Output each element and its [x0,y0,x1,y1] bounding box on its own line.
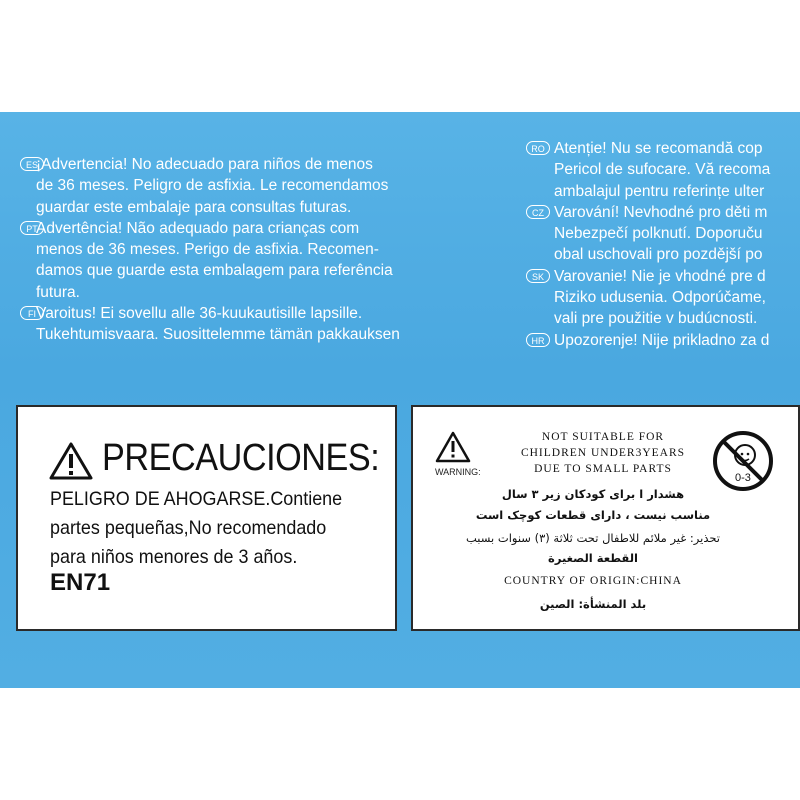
warning-entry-sk [520,266,800,330]
warning-line: Riziko udusenia. Odporúčame, [554,289,766,307]
language-badge-fi: FI [20,306,44,320]
warning-line: Upozorenje! Nije prikladno za d [554,331,770,349]
warning-line: Varovanie! Nie je vhodné pre d [554,267,766,285]
warning-line: Nebezpečí polknutí. Doporuču [554,225,763,243]
warning-line: ¡Advertencia! No adecuado para niños de menos [36,156,373,173]
warning-line: Varování! Nevhodné pro děti m [554,203,768,221]
warnings-left-column [0,154,520,346]
warning-line: obal uschovali pro pozdější po [554,246,763,264]
package-panel [0,112,800,688]
warning-line: Advertência! Não adequado para crianças com [36,219,360,237]
age-badge-text: 0-3 [735,472,751,484]
country-of-origin: COUNTRY OF ORIGIN:CHINA [504,575,682,587]
warning-entry-es [0,154,520,218]
warning-line: Pericol de sufocare. Vă recoma [554,161,771,179]
warning-entry-ro [520,138,800,202]
arabic-line: تحذير: غير ملائم للاطفال تحت ثلاثة (٣) سنوات بسبب [465,531,721,545]
warning-line: menos de 36 meses. Perigo de asfixia. Recomen- [36,241,379,259]
english-line: NOT SUITABLE FOR [541,431,665,443]
english-line: DUE TO SMALL PARTS [534,463,672,475]
warning-line: Tukehtumisvaara. Suosittelemme tämän pakkauksen [36,326,400,344]
warning-line: Varoitus! Ei sovellu alle 36-kuukautisille lapsille. [36,305,363,323]
warning-label: WARNING: [435,467,481,477]
precaution-line: para niños menores de 3 años. [50,546,298,568]
origin-arabic: بلد المنشأة: الصين [539,597,647,611]
warning-triangle-icon [435,431,471,463]
warning-entry-pt [0,218,520,303]
precaution-body [50,485,367,572]
warning-line: guardar este embalaje para consultas futuras. [36,198,352,216]
language-badge-hr: HR [526,333,550,347]
persian-line: مناسب نیست ، دارای قطعات کوچک است [475,508,711,522]
warning-line: de 36 meses. Peligro de asfixia. Le recomendamos [36,177,389,195]
precaution-title: PRECAUCIONES: [102,437,380,479]
language-badge-es: ES [20,157,44,171]
warning-line: ambalajul pentru referințe ulter [554,182,765,200]
language-badge-pt: PT [20,221,44,235]
spanish-precaution-label [16,405,397,631]
warning-entry-cz [520,202,800,266]
english-line: CHILDREN UNDER3YEARS [520,447,686,459]
english-warning [483,429,723,477]
precaution-line: partes pequeñas,No recomendado [50,517,327,539]
warning-entry-hr [520,330,800,351]
warning-line: futura. [36,283,80,301]
arabic-line: القطعة الصغيرة [548,551,638,565]
precaution-line: PELIGRO DE AHOGARSE.Contiene [50,488,343,510]
multilingual-warning-label [411,405,800,631]
warning-triangle-icon [48,441,94,481]
standard-code: EN71 [50,569,111,596]
language-badge-sk: SK [526,269,550,283]
warning-line: damos que guarde esta embalagem para referência [36,262,393,280]
persian-line: هشدار ا برای کودکان زیر ۳ سال [501,487,685,501]
warning-entry-fi [0,303,520,346]
warning-line: Atenție! Nu se recomandă cop [554,140,763,157]
warnings-right-column [520,138,800,351]
language-badge-ro: RO [526,141,550,155]
no-under-3-icon [711,429,775,493]
language-badge-cz: CZ [526,205,550,219]
warning-line: vali pre použitie v budúcnosti. [554,310,758,328]
